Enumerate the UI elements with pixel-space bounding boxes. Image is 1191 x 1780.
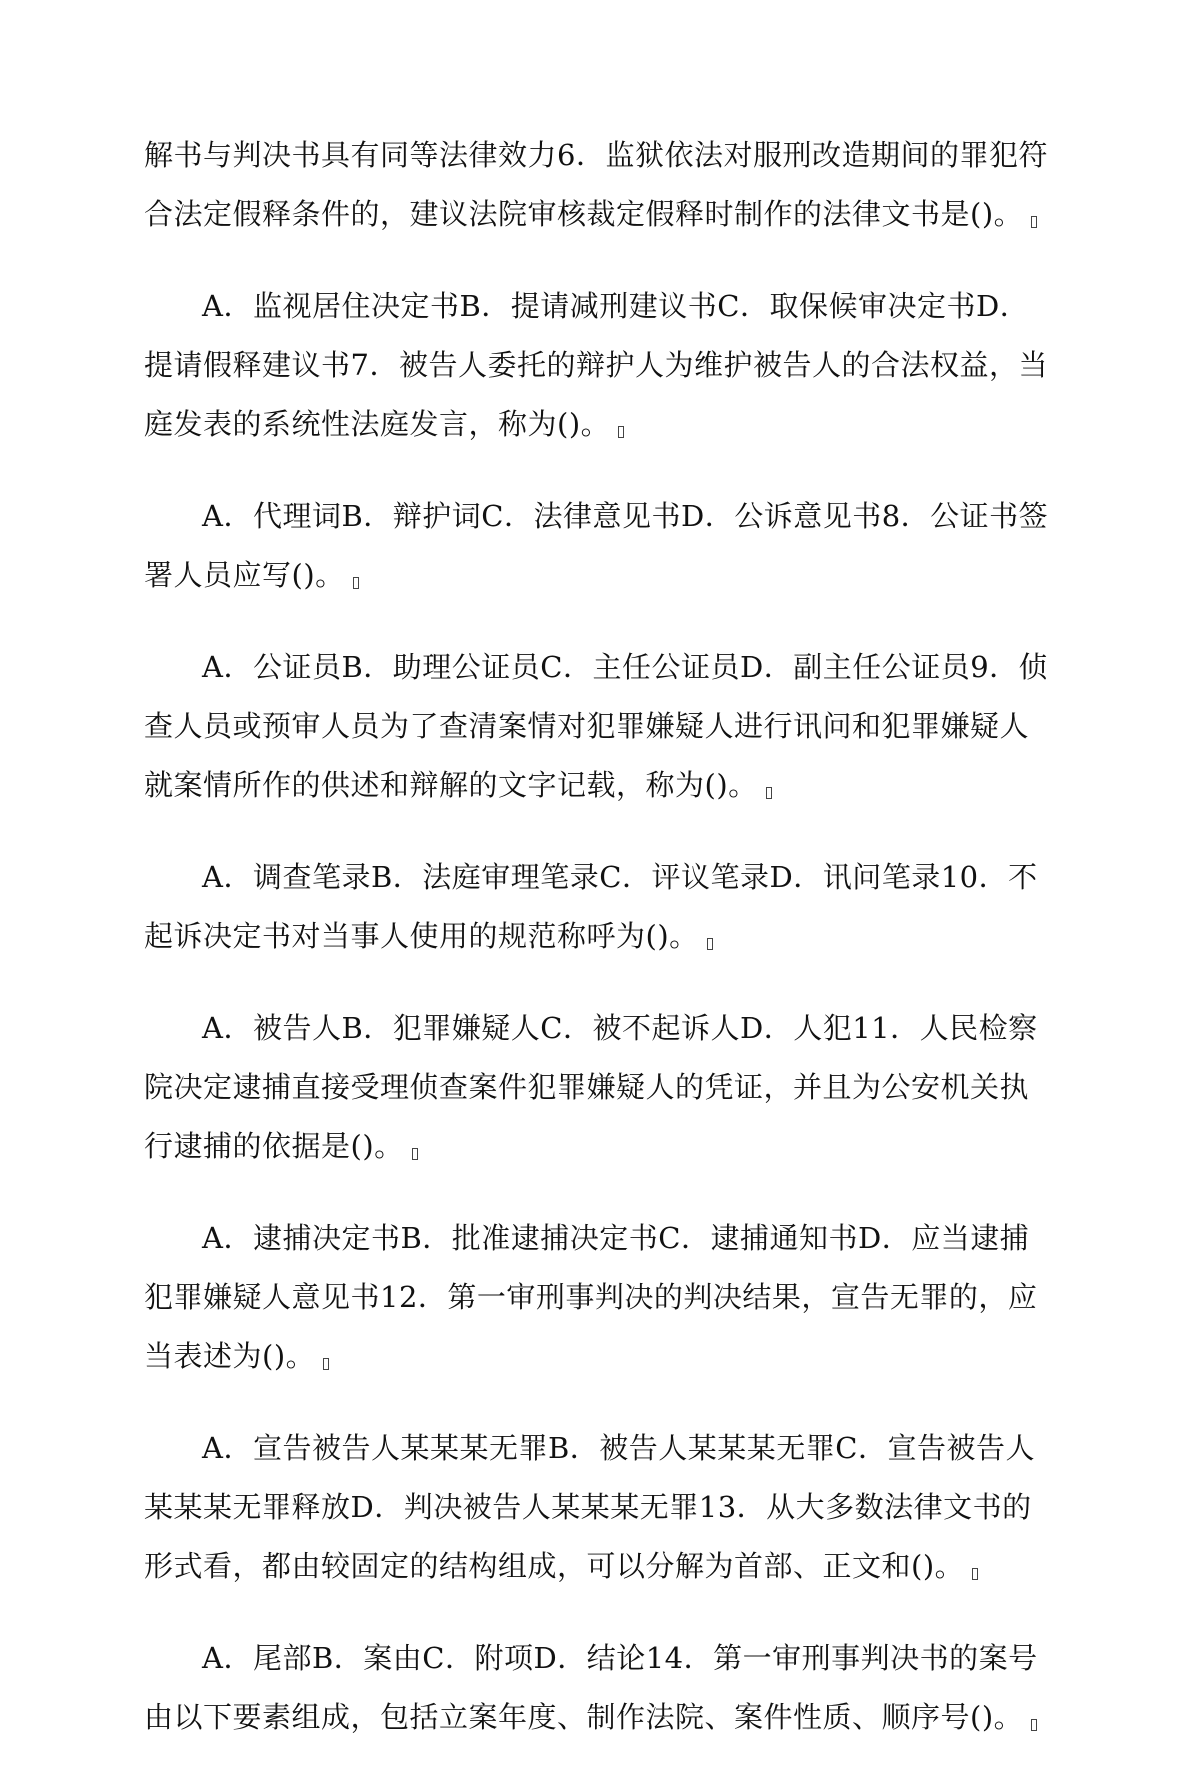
paragraph-text: A．调查笔录B．法庭审理笔录C．评议笔录D．讯问笔录10．不起诉决定书对当事人使用的规范称呼为()。 (144, 860, 1038, 953)
paragraph-end-mark-icon (323, 1358, 329, 1370)
paragraph-6 (144, 999, 1054, 1176)
paragraph-end-mark-icon (972, 1568, 978, 1580)
paragraph-end-mark-icon (1031, 216, 1037, 228)
paragraph-4 (144, 638, 1054, 815)
paragraph-8 (144, 1419, 1054, 1596)
paragraph-end-mark-icon (618, 426, 624, 438)
paragraph-end-mark-icon (353, 577, 359, 589)
paragraph-text: A．尾部B．案由C．附项D．结论14．第一审刑事判决书的案号由以下要素组成，包括立案年度、制作法院、案件性质、顺序号()。 (144, 1641, 1038, 1734)
paragraph-end-mark-icon (1031, 1719, 1037, 1731)
paragraph-text: 解书与判决书具有同等法律效力6．监狱依法对服刑改造期间的罪犯符合法定假释条件的，建议法院审核裁定假释时制作的法律文书是()。 (144, 138, 1048, 231)
paragraph-text: A．监视居住决定书B．提请减刑建议书C．取保候审决定书D．提请假释建议书7．被告人委托的辩护人为维护被告人的合法权益，当庭发表的系统性法庭发言，称为()。 (144, 289, 1048, 441)
paragraph-9 (144, 1629, 1054, 1747)
paragraph-text: A．逮捕决定书B．批准逮捕决定书C．逮捕通知书D．应当逮捕犯罪嫌疑人意见书12．第一审刑事判决的判决结果，宣告无罪的，应当表述为()。 (144, 1221, 1038, 1373)
paragraph-5 (144, 848, 1054, 966)
paragraph-2 (144, 277, 1054, 454)
paragraph-end-mark-icon (707, 938, 713, 950)
paragraph-text: A．被告人B．犯罪嫌疑人C．被不起诉人D．人犯11．人民检察院决定逮捕直接受理侦查案件犯罪嫌疑人的凭证，并且为公安机关执行逮捕的依据是()。 (144, 1011, 1038, 1163)
paragraph-text: A．代理词B．辩护词C．法律意见书D．公诉意见书8．公证书签署人员应写()。 (144, 499, 1049, 592)
paragraph-text: A．宣告被告人某某某无罪B．被告人某某某无罪C．宣告被告人某某某无罪释放D．判决被告人某某某无罪13．从大多数法律文书的形式看，都由较固定的结构组成，可以分解为首部、正文和()。 (144, 1431, 1035, 1583)
document-body (144, 126, 1054, 1780)
paragraph-text: A．公证员B．助理公证员C．主任公证员D．副主任公证员9．侦查人员或预审人员为了查清案情对犯罪嫌疑人进行讯问和犯罪嫌疑人就案情所作的供述和辩解的文字记载，称为()。 (144, 650, 1049, 802)
paragraph-7 (144, 1209, 1054, 1386)
paragraph-1 (144, 126, 1054, 244)
paragraph-3 (144, 487, 1054, 605)
paragraph-end-mark-icon (766, 787, 772, 799)
paragraph-end-mark-icon (412, 1148, 418, 1160)
